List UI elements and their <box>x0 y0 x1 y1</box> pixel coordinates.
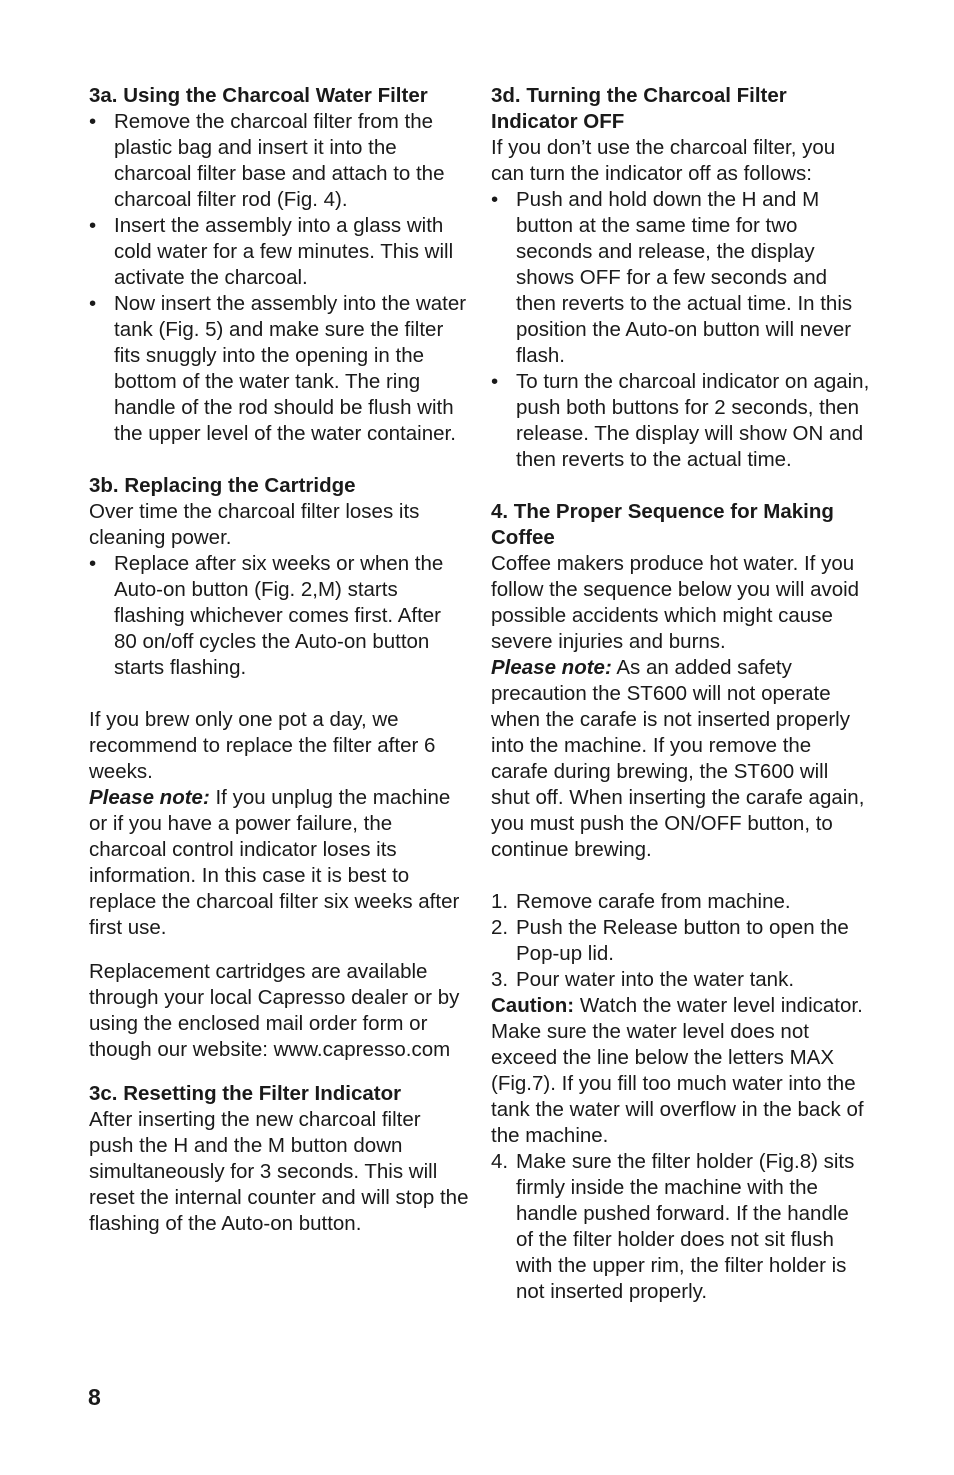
steps-list-a <box>491 889 871 993</box>
section-4-caution <box>491 993 871 1149</box>
spacer <box>89 681 469 707</box>
bullet-icon: • <box>89 292 97 315</box>
note-text: If you unplug the machine or if you have a power failure, the charcoal control indicator loses its information. In this case it is best to replace the charcoal filter six weeks after first use. <box>89 786 460 939</box>
list-item-text: Replace after six weeks or when the Auto-on button (Fig. 2,M) starts flashing whichever comes first. After 80 on/off cycles the Auto-on button starts flashing. <box>114 552 444 679</box>
bullet-icon: • <box>89 214 97 237</box>
right-column <box>491 83 871 1305</box>
step-text: Pour water into the water tank. <box>516 968 795 991</box>
steps-list-b <box>491 1149 871 1305</box>
spacer <box>491 863 871 889</box>
caution-text: Watch the water level indicator. Make sure the water level does not exceed the line below the letters MAX (Fig.7). If you fill too much water into the tank the water will overflow in the back of the machine. <box>491 994 864 1147</box>
spacer <box>491 473 871 499</box>
section-3c-heading: 3c. Resetting the Filter Indicator <box>89 1082 402 1105</box>
step-text: Push the Release button to open the Pop-up lid. <box>516 916 849 965</box>
list-item-text: Remove the charcoal filter from the plastic bag and insert it into the charcoal filter base and attach to the charcoal filter rod (Fig. 4). <box>114 110 445 211</box>
bullet-icon: • <box>491 370 499 393</box>
section-3a-bullet-list <box>89 109 469 447</box>
section-3a-heading: 3a. Using the Charcoal Water Filter <box>89 84 428 107</box>
list-item-text: Now insert the assembly into the water tank (Fig. 5) and make sure the filter fits snuggly into the opening in the bottom of the water tank. The ring handle of the rod should be flush with the upper level of the water container. <box>114 292 467 445</box>
section-3c-text: After inserting the new charcoal filter push the H and the M button down simultaneously for 3 seconds. This will reset the internal counter and will stop the flashing of the Auto-on button. <box>89 1108 469 1235</box>
bullet-icon: • <box>491 188 499 211</box>
list-item <box>89 291 469 447</box>
section-3b-note <box>89 785 469 941</box>
section-3b-heading: 3b. Replacing the Cartridge <box>89 474 356 497</box>
page-number: 8 <box>88 1384 101 1410</box>
bullet-icon: • <box>89 552 97 575</box>
step-text: Remove carafe from machine. <box>516 890 791 913</box>
step-number: 3. <box>491 968 509 991</box>
spacer <box>89 941 469 959</box>
section-4-intro: Coffee makers produce hot water. If you follow the sequence below you will avoid possible accidents which might cause severe injuries and burns. <box>491 552 860 653</box>
step-number: 1. <box>491 890 509 913</box>
list-item-text: To turn the charcoal indicator on again, push both buttons for 2 seconds, then release. The display will show ON and then reverts to the actual time. <box>516 370 870 471</box>
section-3b-paragraph: If you brew only one pot a day, we recommend to replace the filter after 6 weeks. <box>89 708 436 783</box>
list-item <box>89 551 469 681</box>
step-item <box>491 1149 871 1305</box>
caution-label: Caution: <box>491 994 575 1017</box>
section-4-note <box>491 655 871 863</box>
section-3b-bullet-list <box>89 551 469 681</box>
spacer <box>89 1063 469 1081</box>
spacer <box>89 447 469 473</box>
section-4-heading: 4. The Proper Sequence for Making Coffee <box>491 500 834 549</box>
section-3d-intro: If you don’t use the charcoal filter, you can turn the indicator off as follows: <box>491 136 836 185</box>
list-item-text: Push and hold down the H and M button at the same time for two seconds and release, the display shows OFF for a few seconds and then reverts to the actual time. In this position the Auto-on button will never flash. <box>516 188 853 367</box>
step-number: 4. <box>491 1150 509 1173</box>
list-item <box>89 213 469 291</box>
list-item <box>491 187 871 369</box>
note-label: Please note: <box>491 656 612 679</box>
step-item <box>491 915 871 967</box>
list-item-text: Insert the assembly into a glass with cold water for a few minutes. This will activate the charcoal. <box>114 214 454 289</box>
section-3b-replacement-paragraph: Replacement cartridges are available through your local Capresso dealer or by using the enclosed mail order form or though our website: www.capresso.com <box>89 960 460 1061</box>
section-3d-bullet-list <box>491 187 871 473</box>
bullet-icon: • <box>89 110 97 133</box>
list-item <box>491 369 871 473</box>
note-text: As an added safety precaution the ST600 will not operate when the carafe is not inserted properly into the machine. If you remove the carafe during brewing, the ST600 will shut off. When inserting the carafe again, you must push the ON/OFF button, to continue brewing. <box>491 656 865 861</box>
step-number: 2. <box>491 916 509 939</box>
step-item <box>491 889 871 915</box>
section-3d-heading: 3d. Turning the Charcoal Filter Indicator OFF <box>491 84 787 133</box>
left-column <box>89 83 469 1237</box>
step-item <box>491 967 871 993</box>
step-text: Make sure the filter holder (Fig.8) sits firmly inside the machine with the handle pushed forward. If the handle of the filter holder does not sit flush with the upper rim, the filter holder is not inserted properly. <box>516 1150 855 1303</box>
section-3b-intro: Over time the charcoal filter loses its cleaning power. <box>89 500 420 549</box>
list-item <box>89 109 469 213</box>
note-label: Please note: <box>89 786 210 809</box>
